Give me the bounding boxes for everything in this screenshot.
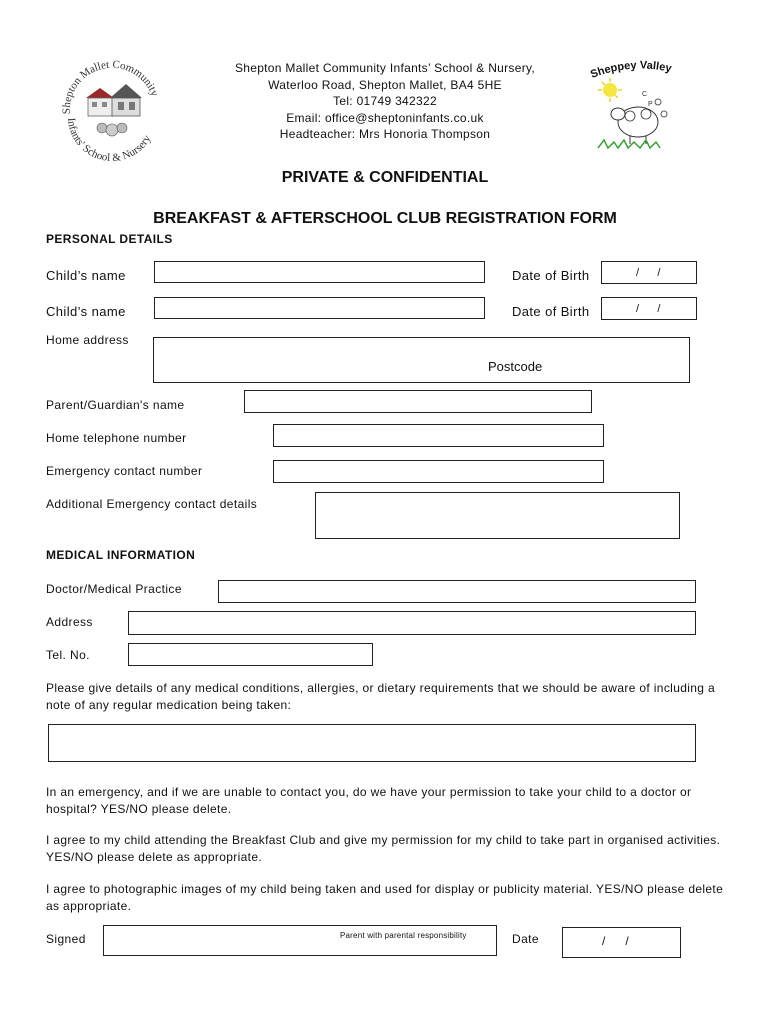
dob-label-2: Date of Birth <box>512 304 590 319</box>
additional-emergency-input[interactable] <box>315 492 680 539</box>
sheppey-valley-text: Sheppey Valley <box>588 59 673 81</box>
home-phone-label: Home telephone number <box>46 431 187 445</box>
school-logo-text-bottom: Infants' School & Nursery <box>64 117 154 165</box>
emergency-contact-input[interactable] <box>273 460 604 483</box>
svg-text:Sheppey Valley <box>589 59 674 80</box>
doctor-label: Doctor/Medical Practice <box>46 582 182 596</box>
date-separators: / / <box>602 934 629 948</box>
address-line-2: Waterloo Road, Shepton Mallet, BA4 5HE <box>268 77 502 92</box>
svg-text:C: C <box>642 91 648 98</box>
school-logo-text-top: Shepton Mallet Community <box>60 58 161 115</box>
emergency-consent-text: In an emergency, and if we are unable to contact you, do we have your permission to take your child to a doctor or hospital? YES/NO please delete. <box>46 785 692 816</box>
home-address-input[interactable] <box>153 337 690 383</box>
address-line-5: Headteacher: Mrs Honoria Thompson <box>279 127 491 141</box>
child-name-label-1: Child’s name <box>46 268 126 283</box>
signed-label: Signed <box>46 932 86 946</box>
child-name-input-1[interactable] <box>154 261 485 283</box>
doctor-input[interactable] <box>218 580 696 603</box>
medical-details-input[interactable] <box>48 724 696 762</box>
school-logo <box>56 56 166 166</box>
address-line-4: Email: office@sheptoninfants.co.uk <box>286 110 484 125</box>
dob-separators-1: / / <box>636 267 661 279</box>
dob-label-1: Date of Birth <box>512 268 590 283</box>
address-line-3: Tel: 01749 342322 <box>333 94 437 108</box>
medical-details-text: Please give details of any medical conditions, allergies, or dietary requirements that we should be aware of including a note of any regular medication being taken: <box>46 681 716 712</box>
parent-name-input[interactable] <box>244 390 592 413</box>
home-address-label: Home address <box>46 333 129 347</box>
signature-input[interactable] <box>103 925 497 956</box>
parent-name-label: Parent/Guardian's name <box>46 398 185 412</box>
confidential-title: PRIVATE & CONFIDENTIAL <box>281 169 489 186</box>
address-line-1: Shepton Mallet Community Infants’ School & Nursery, <box>234 61 536 75</box>
breakfast-consent-text: I agree to my child attending the Breakfast Club and give my permission for my child to take part in organised activities. YES/NO please delete as appropriate. <box>46 833 721 864</box>
personal-details-heading: PERSONAL DETAILS <box>46 232 173 246</box>
form-title: BREAKFAST & AFTERSCHOOL CLUB REGISTRATION FORM <box>153 210 617 227</box>
svg-text:P: P <box>648 101 653 108</box>
medical-heading: MEDICAL INFORMATION <box>46 548 196 562</box>
child-name-label-2: Child’s name <box>46 304 126 319</box>
home-phone-input[interactable] <box>273 424 604 447</box>
photo-consent-text: I agree to photographic images of my child being taken and used for display or publicity material. YES/NO please delete as appropriate. <box>46 882 724 913</box>
signature-hint: Parent with parental responsibility <box>340 931 467 940</box>
medical-tel-label: Tel. No. <box>46 648 90 662</box>
child-name-input-2[interactable] <box>154 297 485 319</box>
school-address <box>180 60 590 143</box>
medical-address-label: Address <box>46 615 93 629</box>
date-label: Date <box>512 932 539 946</box>
postcode-label: Postcode <box>488 359 543 374</box>
medical-tel-input[interactable] <box>128 643 373 666</box>
medical-address-input[interactable] <box>128 611 696 635</box>
emergency-contact-label: Emergency contact number <box>46 464 203 478</box>
dob-separators-2: / / <box>636 303 661 315</box>
sheppey-valley-logo <box>588 56 688 156</box>
additional-emergency-label: Additional Emergency contact details <box>46 497 258 511</box>
